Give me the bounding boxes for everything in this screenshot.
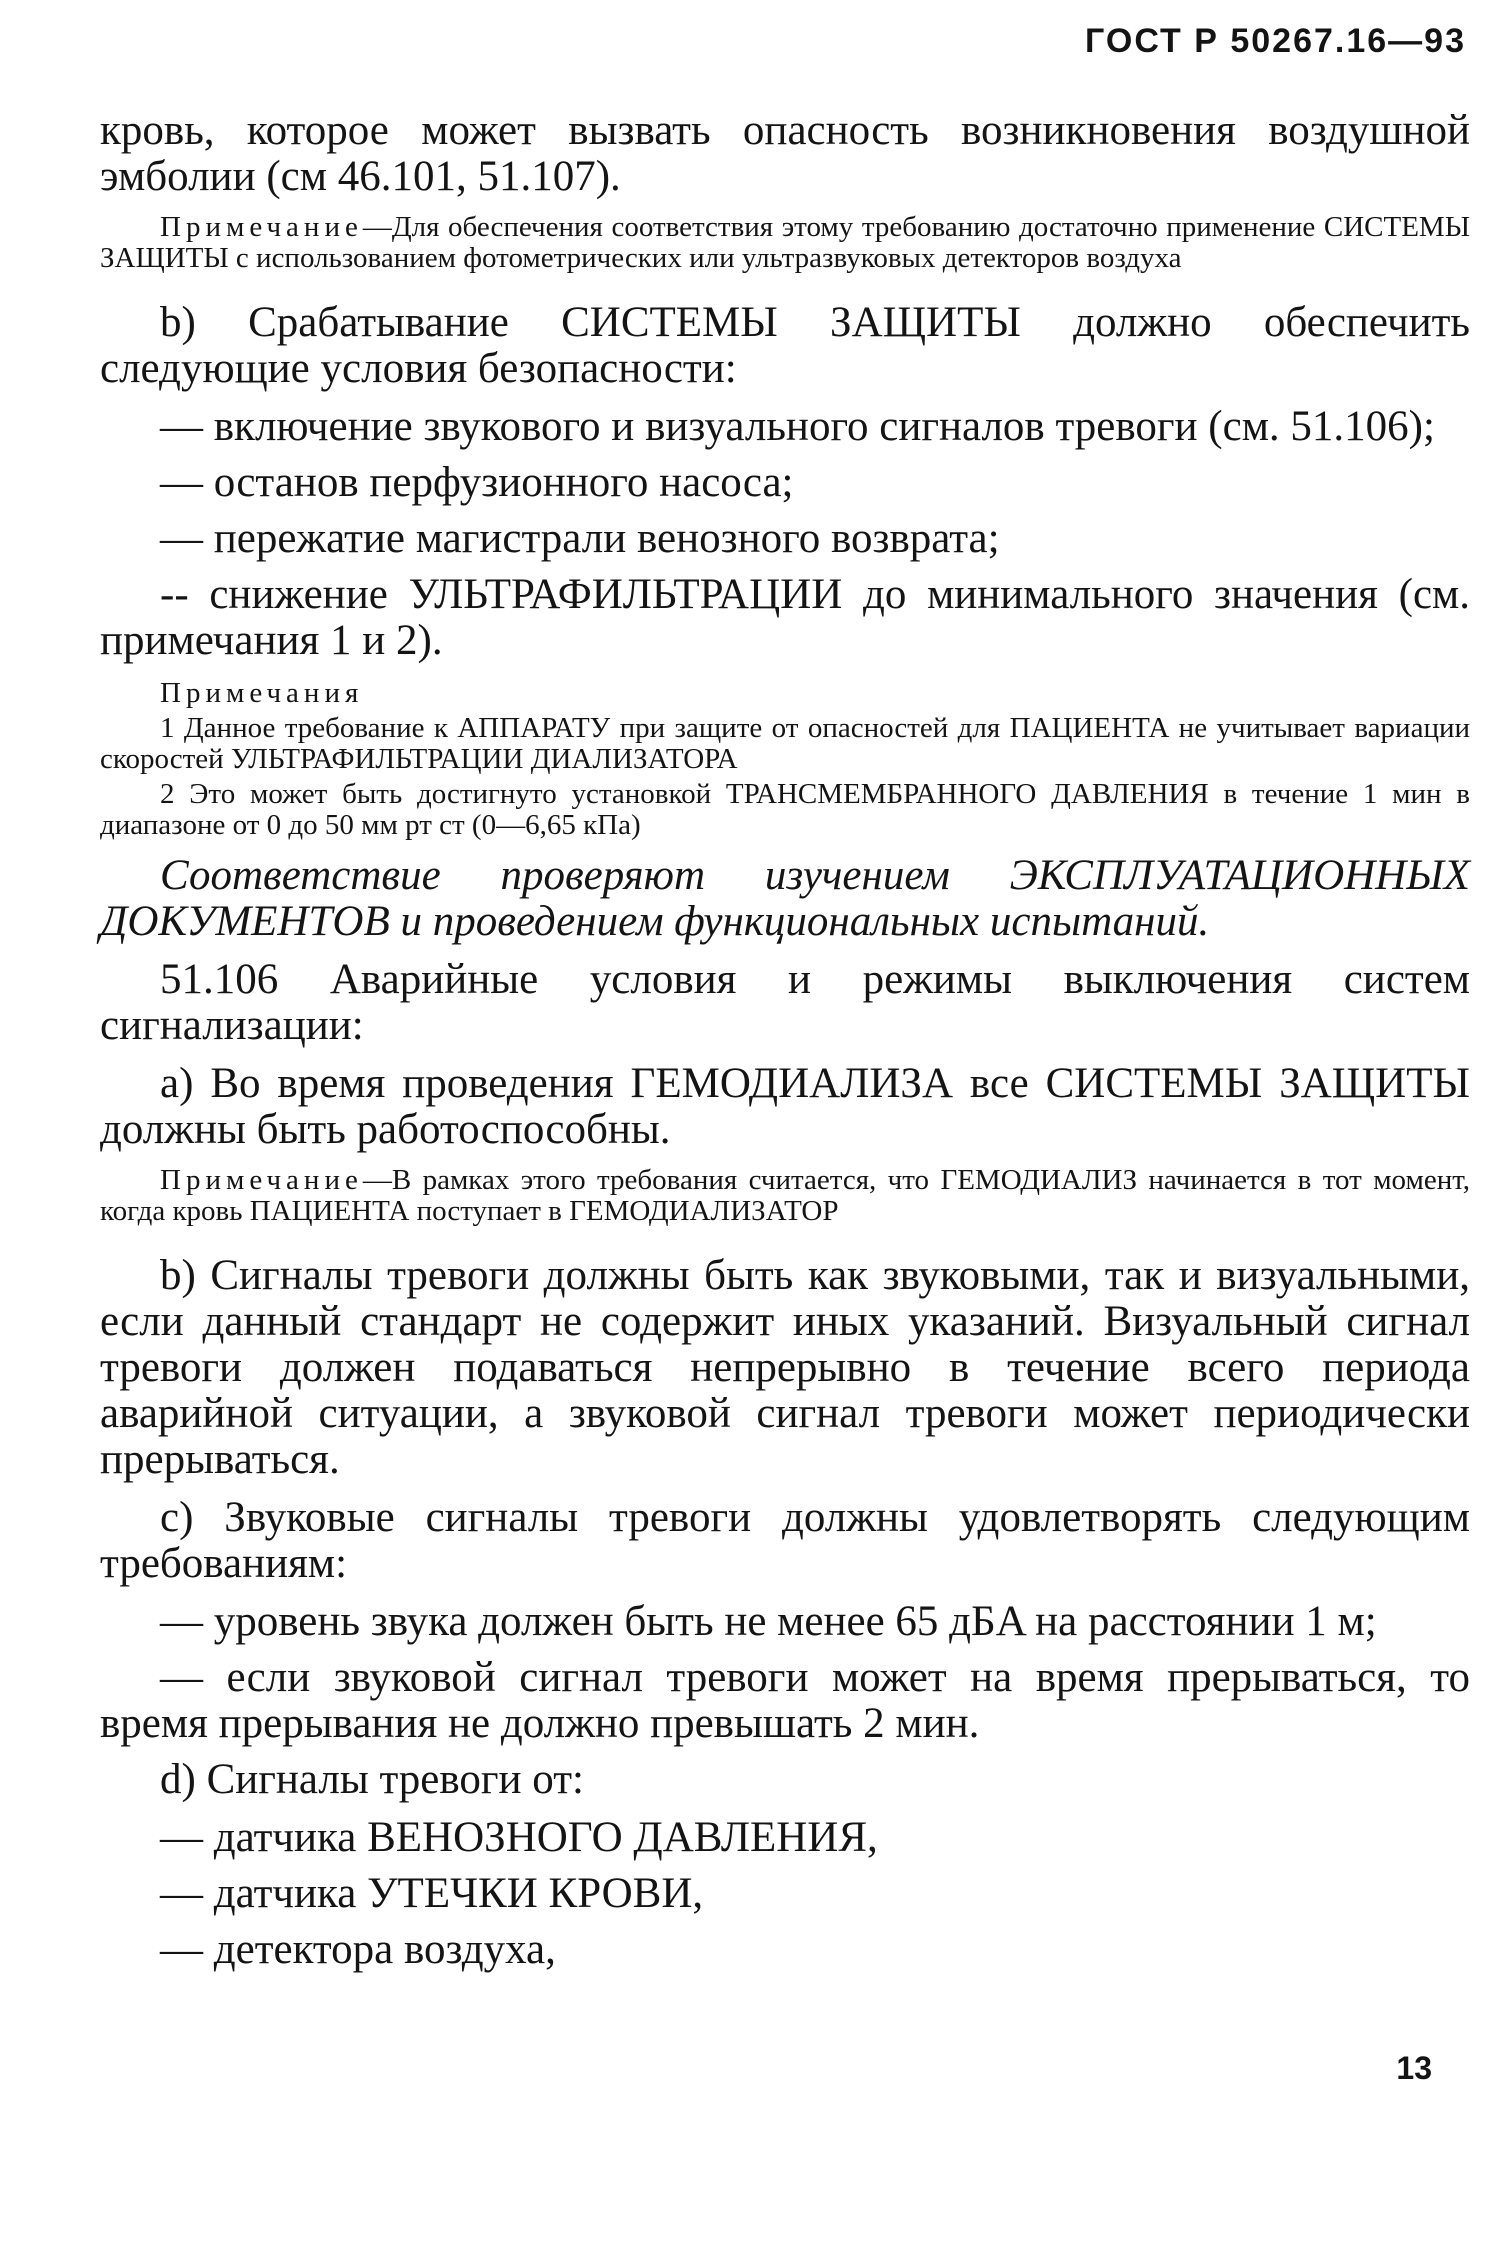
item-c-sound-signals: c) Звуковые сигналы тревоги должны удовлетворять следующим требованиям: (100, 1494, 1470, 1587)
list-item-sound-level: — уровень звука должен быть не менее 65 дБA на расстоянии 1 м; (160, 1598, 1377, 1645)
item-b-protection-system: b) Срабатывание СИСТЕМЫ ЗАЩИТЫ должно обеспечить следующие условия безопасности: (100, 299, 1470, 392)
note-text: —В рамках этого требования считается, что ГЕМОДИАЛИЗ начинается в тот момент, когда кровь ПАЦИЕНТА поступает в ГЕМОДИАЛИЗАТОР (100, 1164, 1470, 1227)
document-code-header: ГОСТ Р 50267.16—93 (1085, 22, 1466, 60)
page-content (100, 108, 1470, 1983)
notes-heading: Примечания (160, 677, 364, 709)
item-d-alarm-sources: d) Сигналы тревоги от: (160, 1756, 584, 1803)
list-item-pump-stop: — останов перфузионного насоса; (160, 459, 794, 506)
item-b-alarm-signals: b) Сигналы тревоги должны быть как звуковыми, так и визуальными, если данный стандарт не содержит иных указаний. Визуальный сигнал тревоги должен подаваться непрерывно в течение всего периода аварийной ситуации, а звуковой сигнал тревоги может периодически прерываться. (100, 1252, 1470, 1483)
list-item-ultrafiltration: -- снижение УЛЬТРАФИЛЬТРАЦИИ до минимального значения (см. примечания 1 и 2). (100, 571, 1470, 664)
note-item-2: 2 Это может быть достигнуто установкой ТРАНСМЕМБРАННОГО ДАВЛЕНИЯ в течение 1 мин в диапазоне от 0 до 50 мм рт ст (0—6,65 кПа) (100, 778, 1470, 841)
paragraph-continuation: кровь, которое может вызвать опасность возникновения воздушной эмболии (см 46.101, 51.107). (100, 107, 1470, 200)
note-air-detectors (100, 212, 1470, 274)
note-label: Примечание (160, 211, 363, 243)
note-item-1: 1 Данное требование к АППАРАТУ при защите от опасностей для ПАЦИЕНТА не учитывает вариации скоростей УЛЬТРАФИЛЬТРАЦИИ ДИАЛИЗАТОРА (100, 712, 1470, 775)
note-label: Примечание (160, 1164, 363, 1196)
list-item-air-detector: — детектора воздуха, (160, 1926, 556, 1973)
item-a-hemodialysis: a) Во время проведения ГЕМОДИАЛИЗА все СИСТЕМЫ ЗАЩИТЫ должны быть работоспособны. (100, 1060, 1470, 1153)
list-item-interruption: — если звуковой сигнал тревоги может на время прерываться, то время прерывания не должно превышать 2 мин. (100, 1654, 1470, 1747)
note-text: —Для обеспечения соответствия этому требованию достаточно применение СИСТЕМЫ ЗАЩИТЫ с использованием фотометрических или ультразвуковых детекторов воздуха (100, 211, 1470, 274)
list-item-blood-leak: — датчика УТЕЧКИ КРОВИ, (160, 1870, 704, 1917)
section-51-106-title: 51.106 Аварийные условия и режимы выключения систем сигнализации: (100, 956, 1470, 1049)
list-item-venous-clamp: — пережатие магистрали венозного возврата; (160, 515, 1000, 562)
list-item-alarm-signals: — включение звукового и визуального сигналов тревоги (см. 51.106); (160, 403, 1435, 450)
list-item-venous-pressure: — датчика ВЕНОЗНОГО ДАВЛЕНИЯ, (160, 1814, 878, 1861)
compliance-statement: Соответствие проверяют изучением ЭКСПЛУАТАЦИОННЫХ ДОКУМЕНТОВ и проведением функциональных испытаний. (100, 852, 1470, 945)
page-number: 13 (1396, 2050, 1432, 2086)
note-hemodialysis-start (100, 1165, 1470, 1227)
